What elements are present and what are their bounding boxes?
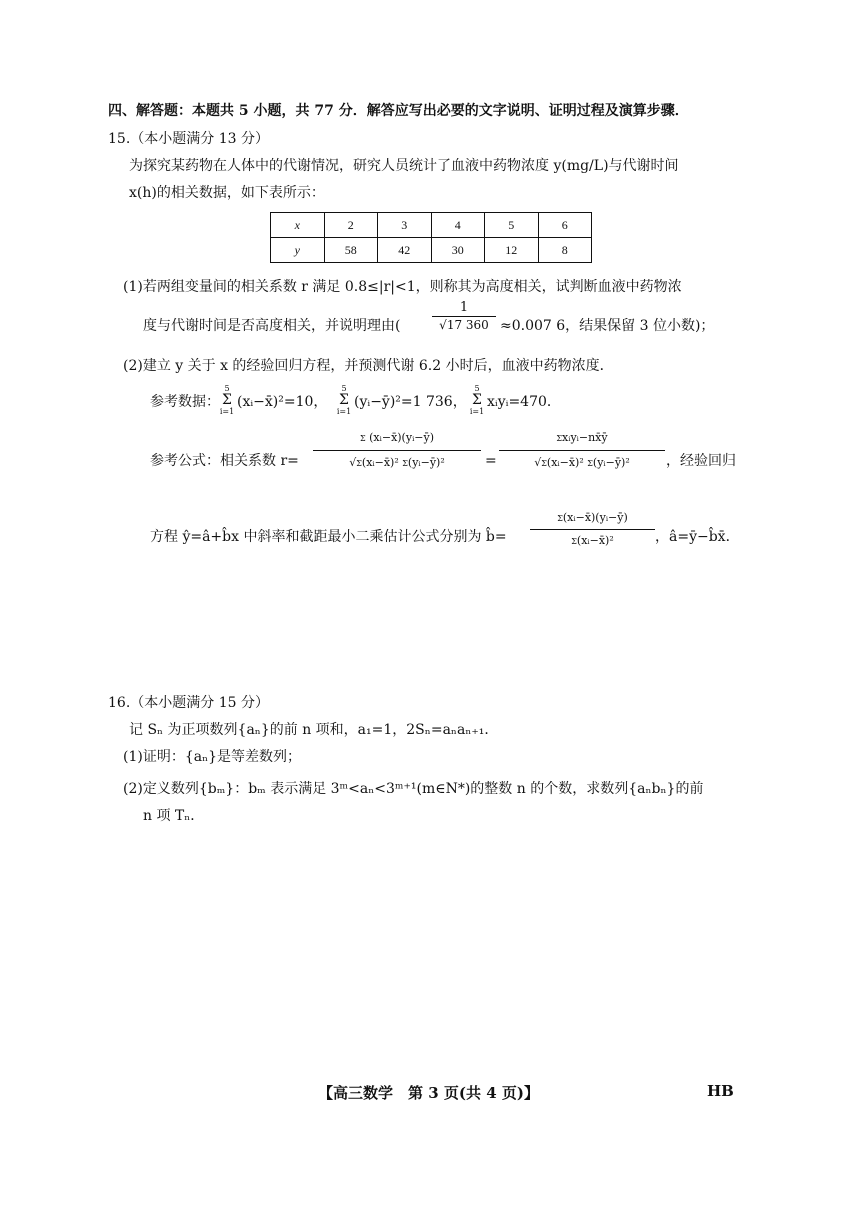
table-row-x xyxy=(271,213,592,238)
q16-part2-line2: n 项 Tₙ． xyxy=(143,808,205,824)
r-numerator-2: Σxᵢyᵢ−nx̄ȳ xyxy=(556,431,608,444)
table-cell: 3 xyxy=(378,213,432,238)
ref-formula-label: 参考公式：相关系数 r= xyxy=(150,453,299,469)
paper-code: HB xyxy=(707,1082,734,1100)
q15-intro-line2: x(h)的相关数据，如下表所示： xyxy=(129,185,325,201)
table-cell: 4 xyxy=(431,213,485,238)
q16-part2-line1: (2)定义数列{bₘ}：bₘ 表示满足 3ᵐ<aₙ<3ᵐ⁺¹(m∈N*)的整数 n 的个数，求数列{aₙbₙ}的前 xyxy=(123,781,704,797)
q16-title: 16.（本小题满分 15 分） xyxy=(108,695,269,711)
q16-part1: (1)证明：{aₙ}是等差数列； xyxy=(123,749,302,765)
ref-data-label: 参考数据： xyxy=(150,394,220,410)
q15-intro-line1: 为探究某药物在人体中的代谢情况，研究人员统计了血液中药物浓度 y(mg/L)与代谢时间 xyxy=(129,158,679,174)
r-denominator-2: √Σ(xᵢ−x̄)² Σ(yᵢ−ȳ)² xyxy=(499,450,665,476)
q15-title: 15.（本小题满分 13 分） xyxy=(108,131,269,147)
table-cell: 8 xyxy=(538,238,592,263)
q15-part2: (2)建立 y 关于 x 的经验回归方程，并预测代谢 6.2 小时后，血液中药物浓度． xyxy=(123,358,614,374)
sum-symbol-1: 5 Σ i=1 xyxy=(219,384,235,416)
table-cell: 42 xyxy=(378,238,432,263)
sum-symbol-2: 5 Σ i=1 xyxy=(336,384,352,416)
data-table xyxy=(270,212,592,263)
q15-part1-line1: (1)若两组变量间的相关系数 r 满足 0.8≤|r|<1，则称其为高度相关，试判断血液中药物浓 xyxy=(123,279,682,295)
sum-symbol-3: 5 Σ i=1 xyxy=(469,384,485,416)
fraction-numerator: 1 xyxy=(459,300,469,315)
table-cell: 30 xyxy=(431,238,485,263)
ref-data-1: (xᵢ−x̄)²=10， xyxy=(237,394,328,410)
a-formula: ，â=ȳ−b̂x̄． xyxy=(655,529,740,545)
fraction-one-over-root xyxy=(432,300,496,333)
fraction-denominator: √17 360 xyxy=(432,316,496,333)
section-heading: 四、解答题：本题共 5 小题，共 77 分．解答应写出必要的文字说明、证明过程及演算步骤． xyxy=(108,103,689,119)
eq-line-pre: 方程 ŷ=â+b̂x 中斜率和截距最小二乘估计公式分别为 b̂= xyxy=(150,529,507,545)
table-cell: 58 xyxy=(324,238,378,263)
r-denominator-1: √Σ(xᵢ−x̄)² Σ(yᵢ−ȳ)² xyxy=(313,450,481,476)
b-numerator: Σ(xᵢ−x̄)(yᵢ−ȳ) xyxy=(557,511,628,524)
table-cell: 5 xyxy=(485,213,539,238)
ref-data-3: xᵢyᵢ=470． xyxy=(487,394,561,410)
r-fraction-1 xyxy=(313,427,481,476)
q16-intro: 记 Sₙ 为正项数列{aₙ}的前 n 项和，a₁=1，2Sₙ=aₙaₙ₊₁． xyxy=(129,722,499,738)
q15-part1-line2-post: ≈0.007 6，结果保留 3 位小数)； xyxy=(500,318,715,334)
table-cell: y xyxy=(271,238,325,263)
table-cell: 12 xyxy=(485,238,539,263)
b-denominator: Σ(xᵢ−x̄)² xyxy=(530,529,655,553)
table-row-y xyxy=(271,238,592,263)
table-cell: 6 xyxy=(538,213,592,238)
r-numerator-1: Σ (xᵢ−x̄)(yᵢ−ȳ) xyxy=(359,431,435,444)
table-cell: x xyxy=(271,213,325,238)
b-fraction xyxy=(530,508,655,553)
equals-sign: = xyxy=(485,453,497,469)
r-fraction-2 xyxy=(499,427,665,476)
page-footer: 【高三数学 第 3 页(共 4 页)】 xyxy=(318,1084,539,1102)
q15-part1-line2-pre: 度与代谢时间是否高度相关，并说明理由( xyxy=(143,318,401,334)
ref-data-2: (yᵢ−ȳ)²=1 736， xyxy=(354,394,467,410)
ref-formula-after: ，经验回归 xyxy=(666,453,736,469)
table-cell: 2 xyxy=(324,213,378,238)
